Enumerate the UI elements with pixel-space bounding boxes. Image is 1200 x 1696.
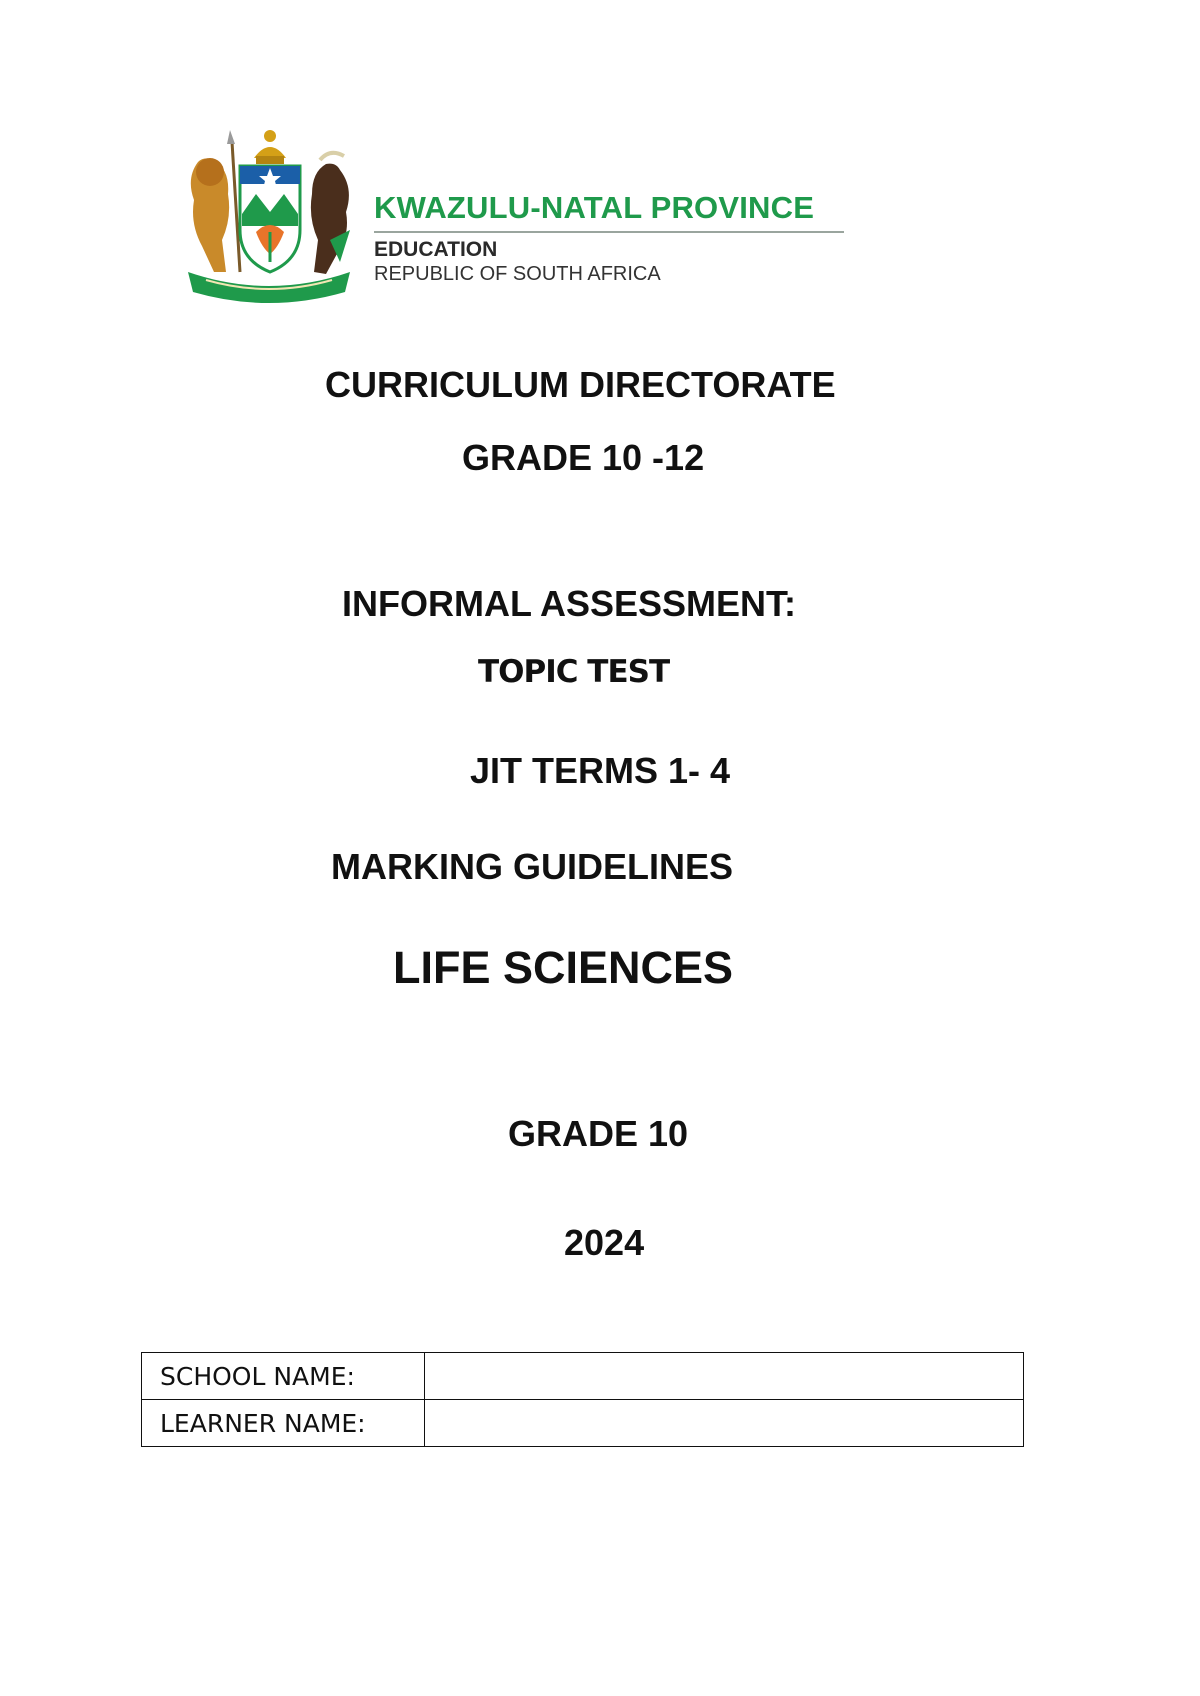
country-label: REPUBLIC OF SOUTH AFRICA [374, 263, 661, 285]
test-type-heading: TOPIC TEST [478, 654, 670, 690]
assessment-type-heading: INFORMAL ASSESSMENT: [342, 583, 797, 624]
terms-heading: JIT TERMS 1- 4 [470, 750, 731, 791]
year-heading: 2024 [564, 1222, 645, 1263]
logo-divider [374, 231, 844, 233]
province-title: KWAZULU-NATAL PROVINCE [374, 190, 815, 225]
subject-title: LIFE SCIENCES [393, 942, 734, 993]
learner-info-table [141, 1352, 1024, 1447]
department-label: EDUCATION [374, 238, 498, 261]
directorate-heading: CURRICULUM DIRECTORATE [325, 364, 836, 405]
document-type-heading: MARKING GUIDELINES [331, 846, 734, 887]
grade-heading: GRADE 10 [508, 1113, 689, 1154]
grade-range-heading: GRADE 10 -12 [462, 437, 705, 478]
learner-name-field[interactable] [425, 1400, 1024, 1447]
school-name-label: SCHOOL NAME: [142, 1353, 425, 1400]
learner-name-label: LEARNER NAME: [142, 1400, 425, 1447]
school-name-field[interactable] [425, 1353, 1024, 1400]
table-row [142, 1353, 1024, 1400]
table-row [142, 1400, 1024, 1447]
coat-of-arms-logo [180, 122, 358, 308]
